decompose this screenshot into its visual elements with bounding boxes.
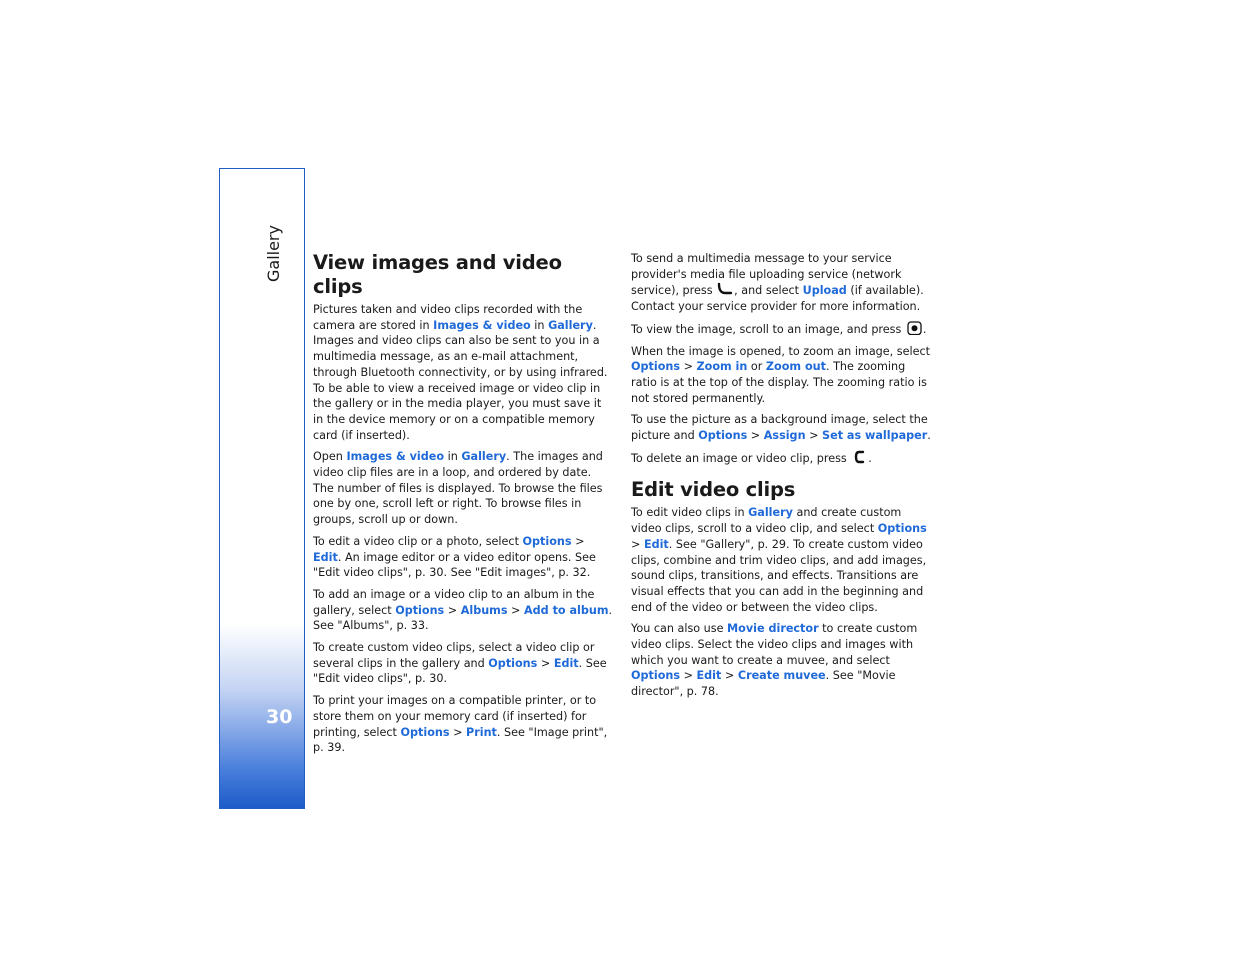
- keyword: Edit: [696, 669, 722, 683]
- keyword: Create muvee: [737, 669, 826, 683]
- paragraph: To delete an image or video clip, press .: [631, 451, 872, 465]
- paragraph: Pictures taken and video clips recorded with the camera are stored in Images & video in Gallery. Images and video clips can also be sent to you in a multimedia message, as an e-mail attachment, through Bluetooth connectivity, or by using infrared. To be able to view a received image or video clip in the gallery or in the media player, you must save it in the device memory or on a compatible memory card (if inserted).: [313, 303, 608, 442]
- heading-edit-video-clips: Edit video clips: [631, 478, 796, 502]
- right-column: [631, 251, 932, 706]
- paragraph: To edit a video clip or a photo, select Options > Edit. An image editor or a video editor opens. See "Edit video clips", p. 30. See "Edit images", p. 32.: [313, 534, 596, 580]
- clear-key-icon: [850, 450, 868, 463]
- page-number: 30: [266, 706, 293, 728]
- left-column: [313, 251, 613, 762]
- paragraph: To create custom video clips, select a video clip or several clips in the gallery and Options > Edit. See "Edit video clips", p. 30.: [313, 641, 607, 686]
- keyword: Gallery: [548, 318, 593, 332]
- keyword: Options: [522, 534, 572, 548]
- section-title: Gallery: [264, 225, 283, 282]
- paragraph: To use the picture as a background image, select the picture and Options > Assign > Set as wallpaper.: [631, 413, 931, 443]
- keyword: Options: [631, 669, 681, 683]
- keyword: Options: [698, 429, 748, 443]
- keyword: Images & video: [433, 318, 531, 332]
- paragraph: To print your images on a compatible printer, or to store them on your memory card (if inserted) for printing, select Options > Print. See "Image print", p. 39.: [313, 694, 608, 755]
- paragraph: To edit video clips in Gallery and create custom video clips, scroll to a video clip, and select Options > Edit. See "Gallery", p. 29. To create custom video clips, combine and trim video clips, and add images, sound clips, transitions, and effects. Transitions are visual effects that you can add in the beginning and end of the video or between the video clips.: [631, 506, 927, 614]
- keyword: Gallery: [748, 506, 793, 520]
- keyword: Print: [466, 725, 497, 739]
- keyword: Upload: [802, 284, 847, 298]
- paragraph: Open Images & video in Gallery. The images and video clip files are in a loop, and ordered by date. The number of files is displayed. To browse the files one by one, scroll left or right. To browse files in groups, scroll up or down.: [313, 450, 603, 527]
- paragraph: To view the image, scroll to an image, and press .: [631, 322, 927, 336]
- keyword: Add to album: [524, 603, 609, 617]
- keyword: Zoom in: [696, 360, 748, 374]
- keyword: Edit: [643, 537, 669, 551]
- keyword: Edit: [313, 550, 338, 564]
- keyword: Options: [877, 522, 927, 536]
- keyword: Set as wallpaper: [822, 429, 928, 443]
- paragraph: When the image is opened, to zoom an image, select Options > Zoom in or Zoom out. The zooming ratio is at the top of the display. The zooming ratio is not stored permanently.: [631, 344, 931, 405]
- keyword: Assign: [763, 429, 806, 443]
- keyword: Albums: [460, 603, 508, 617]
- keyword: Options: [395, 603, 445, 617]
- keyword: Images & video: [346, 450, 445, 464]
- joystick-press-icon: [905, 321, 923, 334]
- heading-view-images: View images and video clips: [313, 251, 562, 298]
- keyword: Options: [400, 725, 450, 739]
- keyword: Options: [631, 360, 681, 374]
- keyword: Movie director: [727, 622, 819, 636]
- keyword: Gallery: [461, 450, 507, 464]
- paragraph: To send a multimedia message to your service provider's media file uploading service (network service), press , and select Upload (if available). Contact your service provider for more information.: [631, 252, 924, 314]
- keyword: Edit: [553, 656, 579, 670]
- paragraph: You can also use Movie director to create custom video clips. Select the video clips and images with which you want to create a muvee, and select Options > Edit > Create muvee. See "Movie director", p. 78.: [631, 622, 918, 699]
- call-send-key-icon: [716, 282, 734, 295]
- paragraph: To add an image or a video clip to an album in the gallery, select Options > Albums > Add to album. See "Albums", p. 33.: [313, 587, 613, 633]
- keyword: Options: [488, 656, 538, 670]
- keyword: Zoom out: [765, 360, 826, 374]
